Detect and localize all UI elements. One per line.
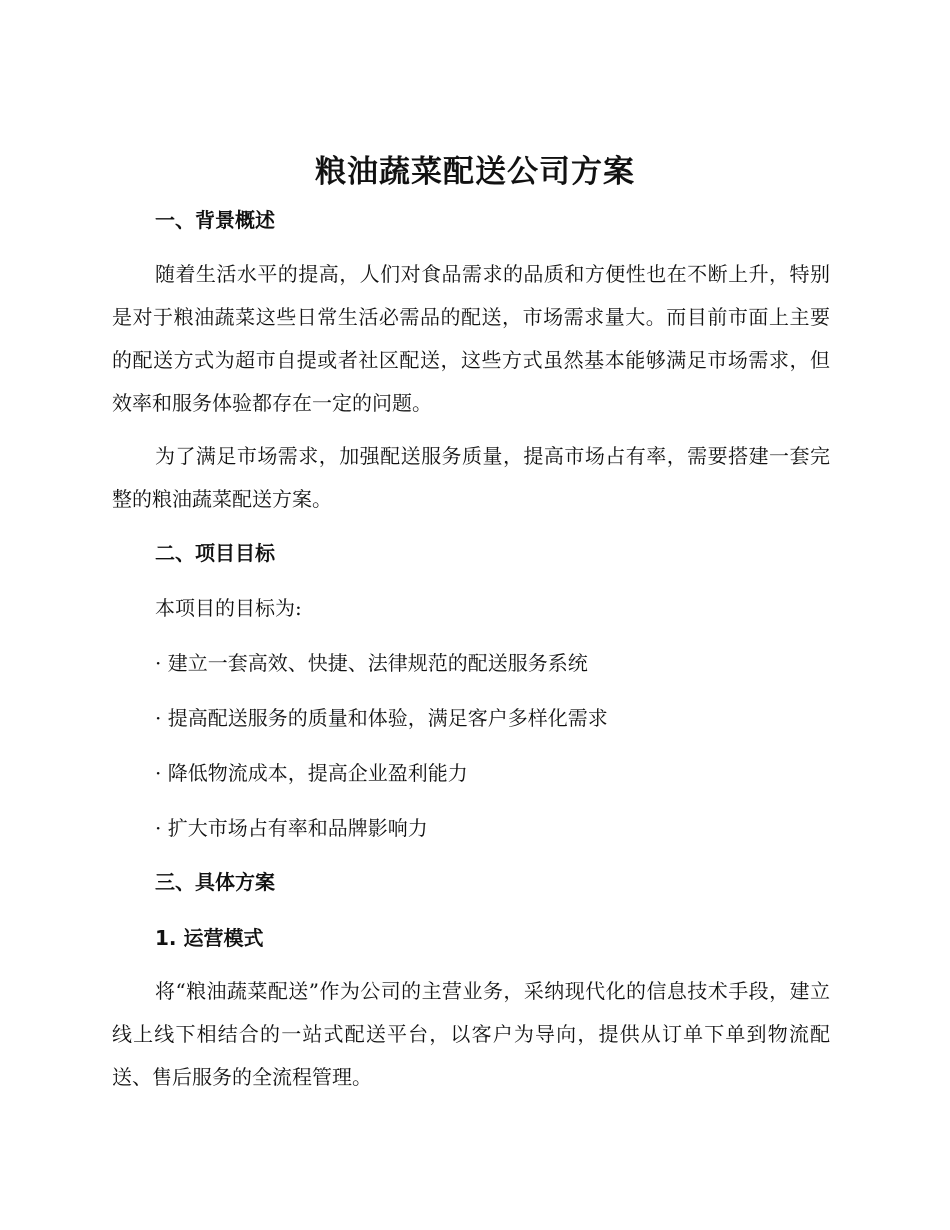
section-heading-goals: 二、项目目标: [155, 541, 275, 565]
goal-bullet-2: · 提高配送服务的质量和体验，满足客户多样化需求: [155, 706, 608, 730]
subsection-heading-operation-mode: 1. 运营模式: [155, 926, 264, 950]
goal-bullet-3: · 降低物流成本，提高企业盈利能力: [155, 761, 468, 785]
goals-intro: 本项目的目标为:: [155, 596, 302, 620]
goal-bullet-1: · 建立一套高效、快捷、法律规范的配送服务系统: [155, 651, 588, 675]
goal-bullet-4: · 扩大市场占有率和品牌影响力: [155, 816, 428, 840]
background-paragraph-2: 为了满足市场需求，加强配送服务质量，提高市场占有率，需要搭建一套完整的粮油蔬菜配送方案。: [112, 444, 830, 511]
background-paragraph-1: 随着生活水平的提高，人们对食品需求的品质和方便性也在不断上升，特别是对于粮油蔬菜这些日常生活必需品的配送，市场需求量大。而目前市面上主要的配送方式为超市自提或者社区配送，这些方式虽然基本能够满足市场需求，但效率和服务体验都存在一定的问题。: [112, 262, 830, 415]
section-heading-background: 一、背景概述: [155, 208, 275, 232]
section-heading-plan: 三、具体方案: [155, 870, 275, 894]
operation-mode-paragraph: 将“粮油蔬菜配送”作为公司的主营业务，采纳现代化的信息技术手段，建立线上线下相结合的一站式配送平台，以客户为导向，提供从订单下单到物流配送、售后服务的全流程管理。: [112, 979, 830, 1089]
document-title: 粮油蔬菜配送公司方案: [315, 154, 635, 190]
